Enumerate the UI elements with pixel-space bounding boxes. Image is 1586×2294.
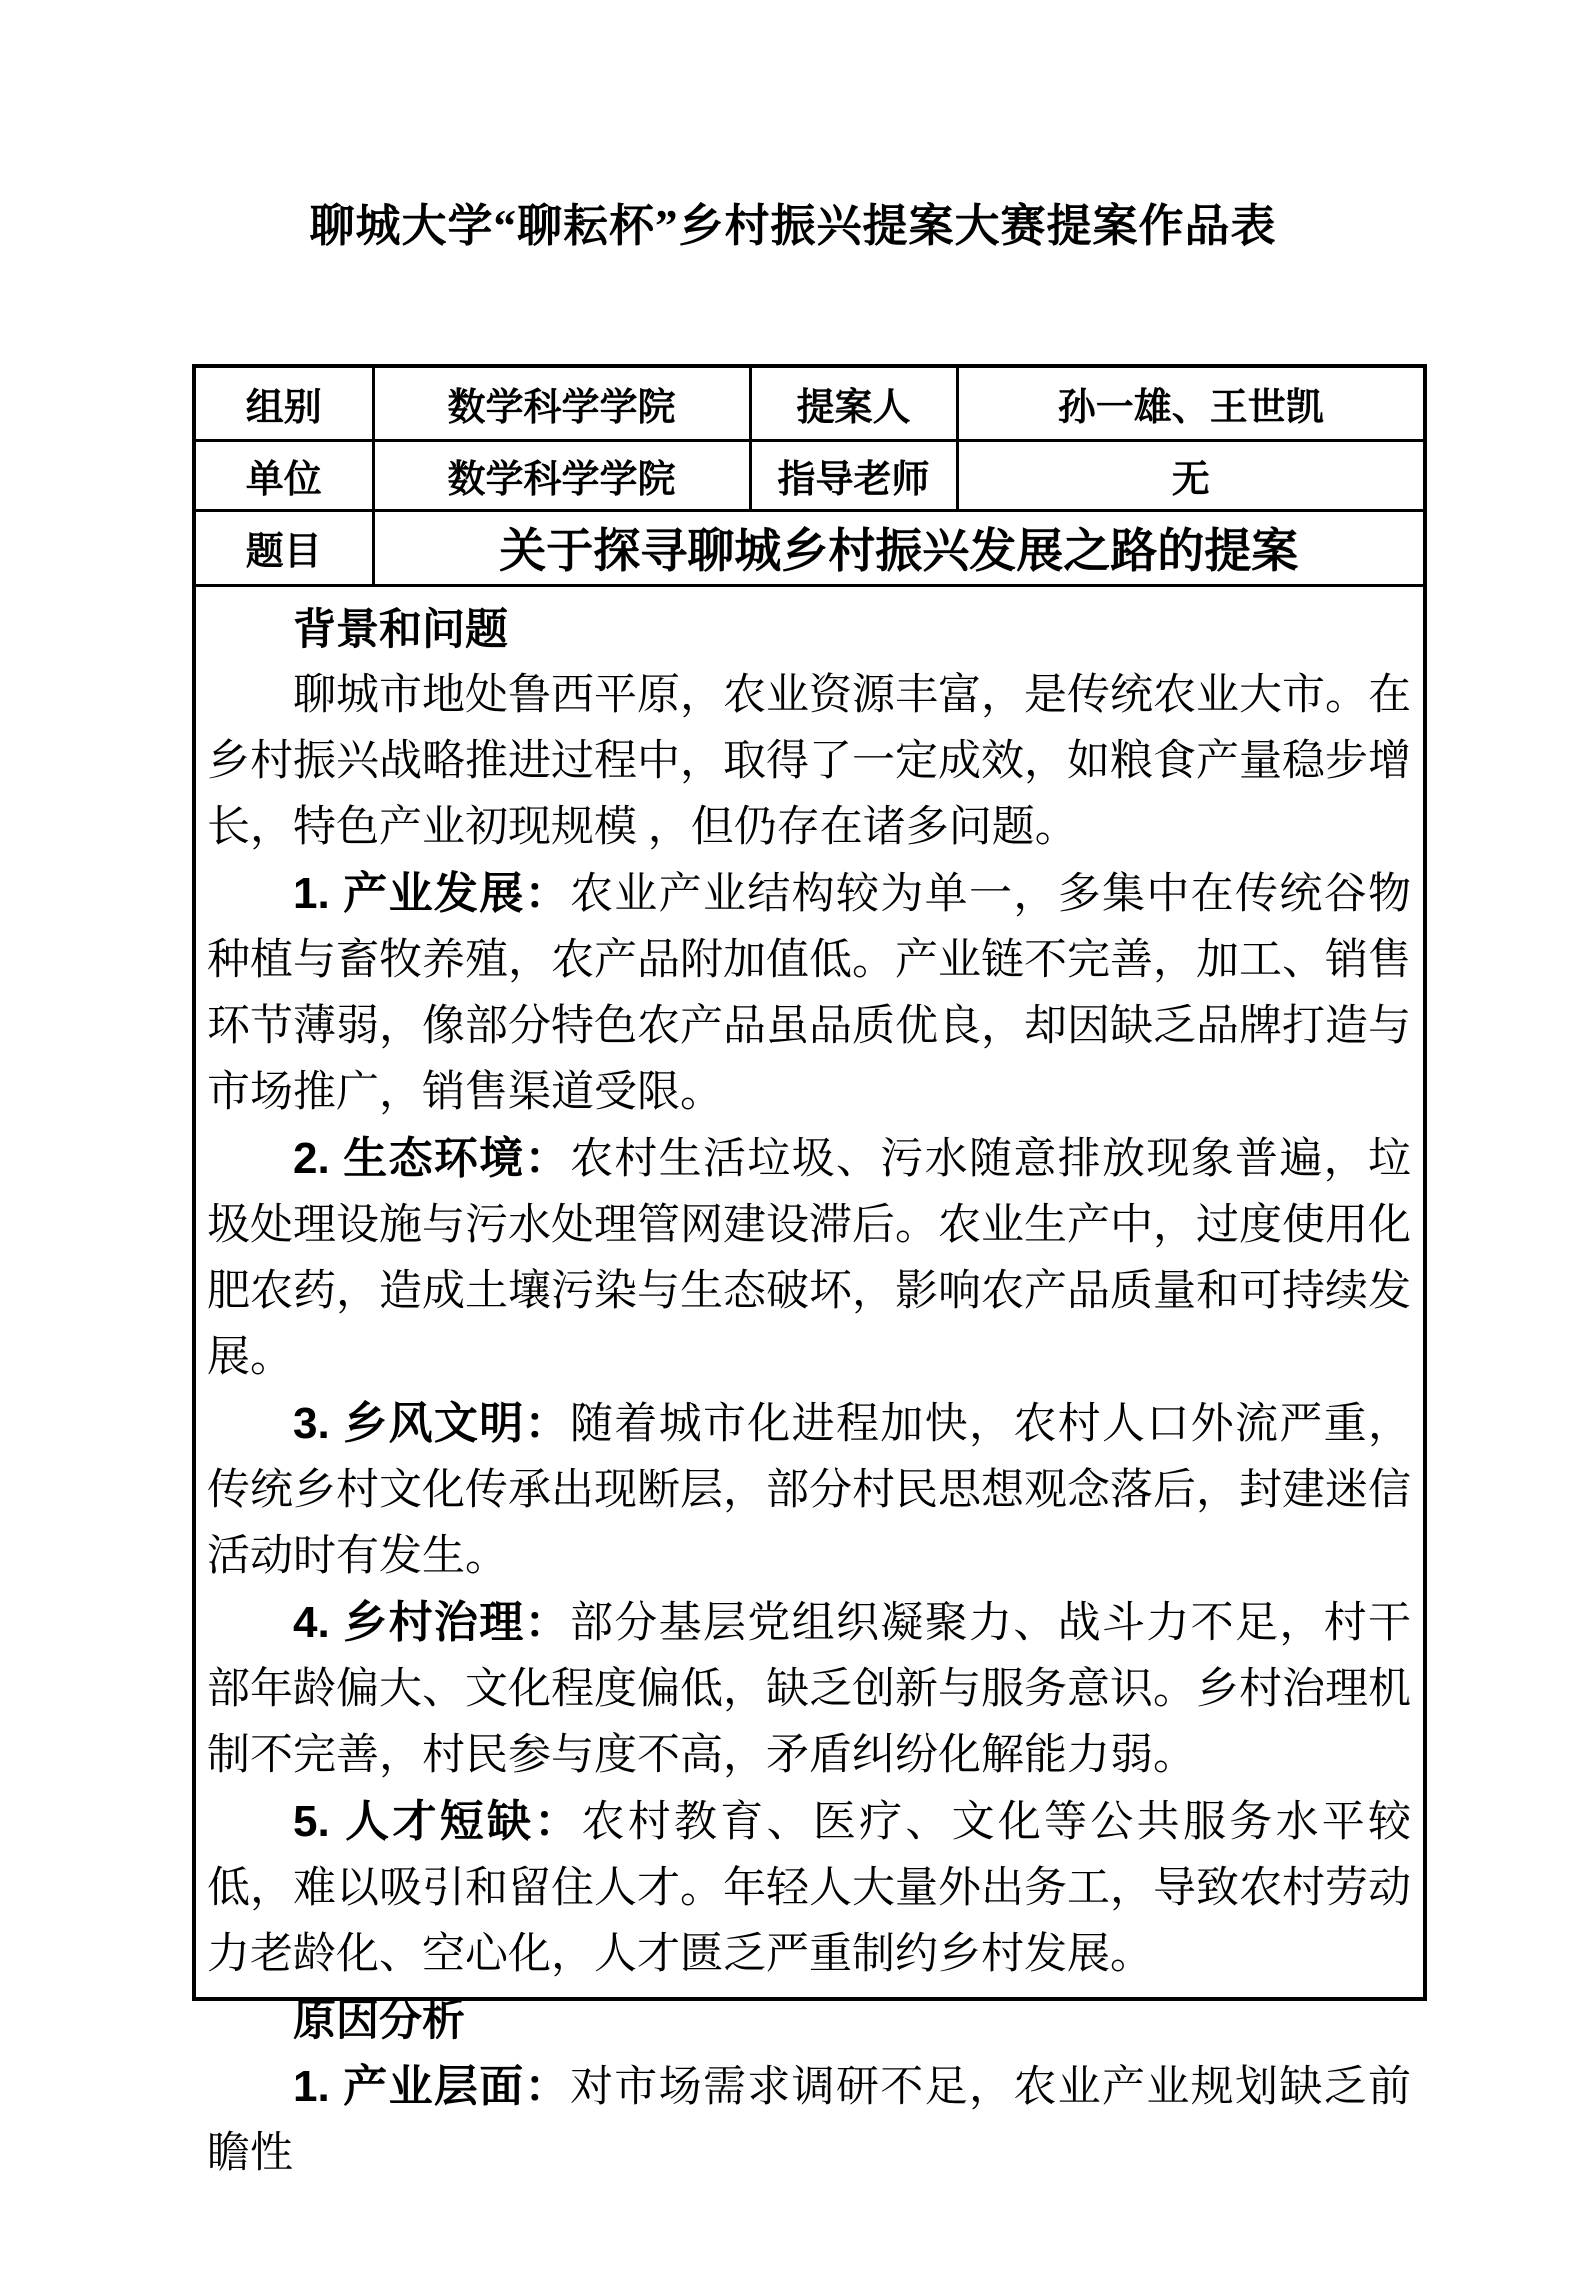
problem-item-4-label: 4. 乡村治理： xyxy=(293,1597,570,1647)
problem-item-1 xyxy=(207,861,1411,1126)
page-title: 聊城大学“聊耘杯”乡村振兴提案大赛提案作品表 xyxy=(309,201,1277,251)
intro-text: 聊城市地处鲁西平原，农业资源丰富，是传统农业大市。在乡村振兴战略推进过程中，取得了一定成效，如粮食产量稳步增长，特色产业初现规模 ，但仍存在诸多问题。 xyxy=(207,671,1411,851)
topic-value: 关于探寻聊城乡村振兴发展之路的提案 xyxy=(373,510,1425,585)
intro-paragraph xyxy=(207,663,1411,861)
form-row-unit xyxy=(194,440,1425,510)
cause-item-1 xyxy=(207,2054,1411,2187)
group-label: 组别 xyxy=(194,366,373,440)
problem-item-4 xyxy=(207,1590,1411,1789)
body-text xyxy=(196,587,1423,2177)
problem-item-2-text: 农村生活垃圾、污水随意排放现象普遍，垃圾处理设施与污水处理管网建设滞后。农业生产中，过度使用化肥农药，造成土壤污染与生态破坏，影响农产品质量和可持续发展。 xyxy=(207,1135,1412,1381)
cause-item-1-text: 对市场需求调研不足，农业产业规划缺乏前瞻性 xyxy=(207,2063,1412,2177)
group-value: 数学科学学院 xyxy=(373,366,750,440)
proposer-value: 孙一雄、王世凯 xyxy=(957,366,1425,440)
proposer-label: 提案人 xyxy=(750,366,957,440)
problem-item-4-text: 部分基层党组织凝聚力、战斗力不足，村干部年龄偏大、文化程度偏低，缺乏创新与服务意识。乡村治理机制不完善，村民参与度不高，矛盾纠纷化解能力弱。 xyxy=(207,1599,1412,1779)
form-row-group xyxy=(194,366,1425,440)
advisor-label: 指导老师 xyxy=(750,440,957,510)
form-row-topic xyxy=(194,510,1425,585)
problem-item-3-text: 随着城市化进程加快，农村人口外流严重，传统乡村文化传承出现断层，部分村民思想观念落后，封建迷信活动时有发生。 xyxy=(207,1400,1412,1580)
section-heading-background: 背景和问题 xyxy=(293,605,508,654)
unit-value: 数学科学学院 xyxy=(373,440,750,510)
problem-item-5-label: 5. 人才短缺： xyxy=(293,1796,582,1846)
problem-item-1-text: 农业产业结构较为单一，多集中在传统谷物种植与畜牧养殖，农产品附加值低。产业链不完善，加工、销售环节薄弱，像部分特色农产品虽品质优良，却因缺乏品牌打造与市场推广，销售渠道受限。 xyxy=(207,870,1412,1116)
unit-label: 单位 xyxy=(194,440,373,510)
problem-item-3-label: 3. 乡风文明： xyxy=(293,1398,570,1448)
section-heading-causes: 原因分析 xyxy=(293,1996,465,2045)
problem-item-5 xyxy=(207,1789,1411,1988)
proposal-form-table xyxy=(192,364,1427,2177)
problem-item-5-text: 农村教育、医疗、文化等公共服务水平较低，难以吸引和留住人才。年轻人大量外出务工，导致农村劳动力老龄化、空心化，人才匮乏严重制约乡村发展。 xyxy=(207,1798,1412,1978)
problem-item-2 xyxy=(207,1126,1411,1391)
problem-item-1-label: 1. 产业发展： xyxy=(293,868,570,918)
advisor-value: 无 xyxy=(957,440,1425,510)
problem-item-2-label: 2. 生态环境： xyxy=(293,1133,570,1183)
cause-item-1-label: 1. 产业层面： xyxy=(293,2061,570,2111)
form-row-body xyxy=(194,585,1425,1999)
topic-label: 题目 xyxy=(194,510,373,585)
problem-item-3 xyxy=(207,1391,1411,1590)
body-cell xyxy=(194,585,1425,2177)
